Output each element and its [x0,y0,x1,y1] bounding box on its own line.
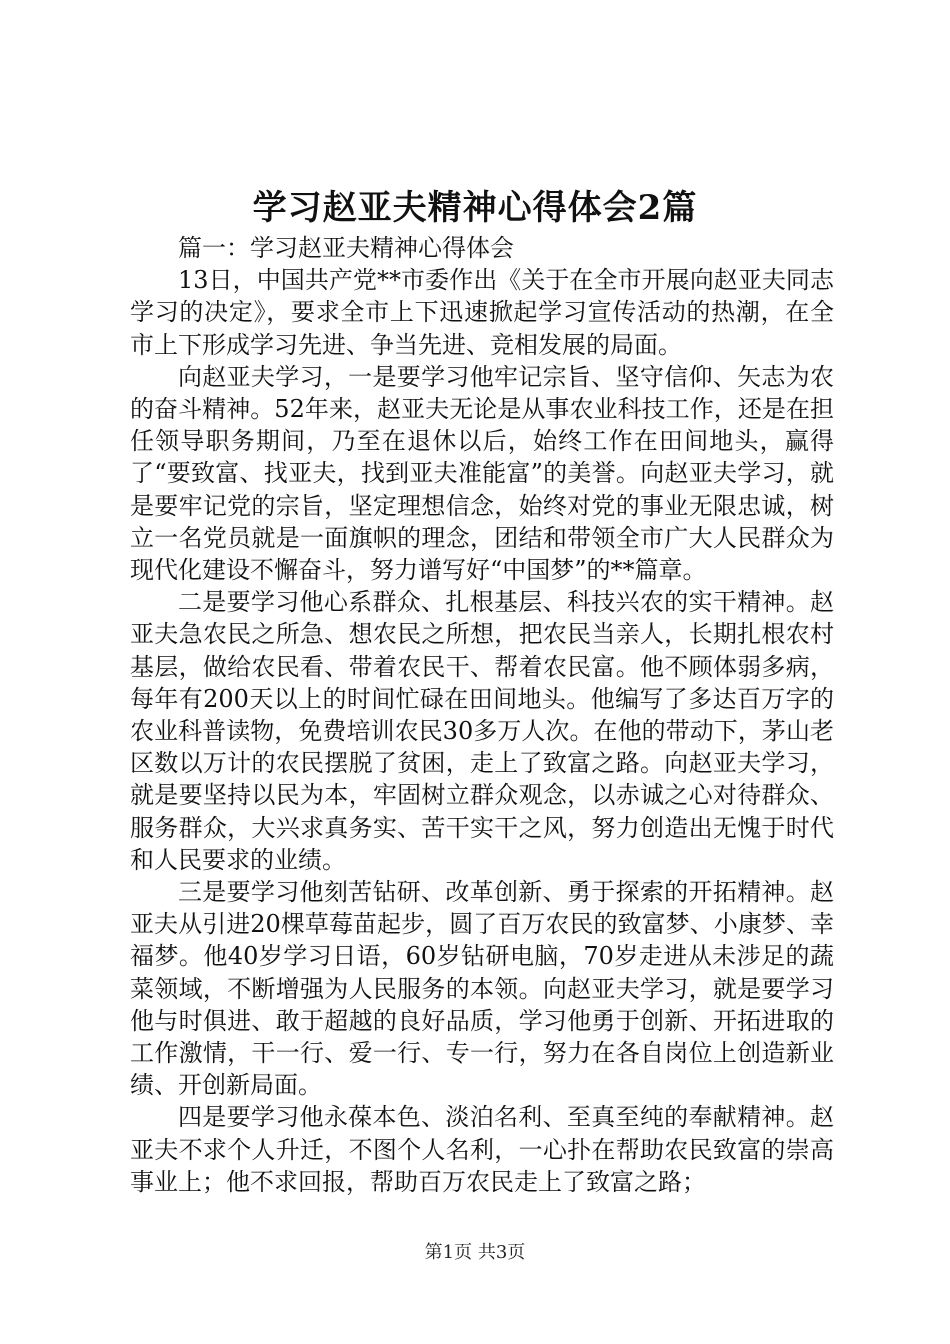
page-number-footer: 第1页 共3页 [424,1242,526,1263]
paragraph-second-spirit: 二是要学习他心系群众、扎根基层、科技兴农的实干精神。赵亚夫急农民之所急、想农民之所想，把农民当亲人，长期扎根农村基层，做给农民看、带着农民干、帮着农民富。他不顾体弱多病，每年有200天以上的时间忙碌在田间地头。他编写了多达百万字的农业科普读物，免费培训农民30多万人次。在他的带动下，茅山老区数以万计的农民摆脱了贫困，走上了致富之路。向赵亚夫学习，就是要坚持以民为本，牢固树立群众观念，以赤诚之心对待群众、服务群众，大兴求真务实、苦干实干之风，努力创造出无愧于时代和人民要求的业绩。 [130,588,834,874]
paragraph-first-spirit: 向赵亚夫学习，一是要学习他牢记宗旨、坚守信仰、矢志为农的奋斗精神。52年来，赵亚夫无论是从事农业科技工作，还是在担任领导职务期间，乃至在退休以后，始终工作在田间地头，赢得了“要致富、找亚夫，找到亚夫准能富”的美誉。向赵亚夫学习，就是要牢记党的宗旨，坚定理想信念，始终对党的事业无限忠诚，树立一名党员就是一面旗帜的理念，团结和带领全市广大人民群众为现代化建设不懈奋斗，努力谱写好“中国梦”的**篇章。 [130,362,834,585]
paragraph-intro: 13日，中国共产党**市委作出《关于在全市开展向赵亚夫同志学习的决定》，要求全市上下迅速掀起学习宣传活动的热潮，在全市上下形成学习先进、争当先进、竞相发展的局面。 [130,266,834,359]
paragraph-third-spirit: 三是要学习他刻苦钻研、改革创新、勇于探索的开拓精神。赵亚夫从引进20棵草莓苗起步，圆了百万农民的致富梦、小康梦、幸福梦。他40岁学习日语，60岁钻研电脑，70岁走进从未涉足的蔬菜领域，不断增强为人民服务的本领。向赵亚夫学习，就是要学习他与时俱进、敢于超越的良好品质，学习他勇于创新、开拓进取的工作激情，干一行、爱一行、专一行，努力在各自岗位上创造新业绩、开创新局面。 [130,878,834,1100]
document-body [130,232,834,1198]
document-title: 学习赵亚夫精神心得体会2篇 [252,188,698,228]
section-heading: 篇一：学习赵亚夫精神心得体会 [178,234,514,262]
paragraph-fourth-spirit: 四是要学习他永葆本色、淡泊名利、至真至纯的奉献精神。赵亚夫不求个人升迁，不图个人名利，一心扑在帮助农民致富的崇高事业上；他不求回报，帮助百万农民走上了致富之路； [130,1103,834,1196]
